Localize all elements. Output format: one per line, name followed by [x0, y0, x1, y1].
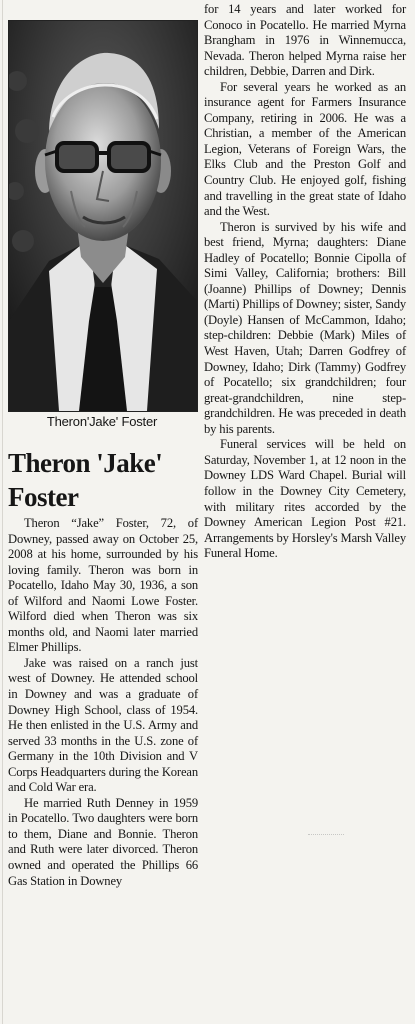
paragraph: Theron is survived by his wife and best friend, Myrna; daughters: Diane Hadley of Pocatello; Bonnie Cipolla of Simi Valley, California; brothers: Bill (Joanne) Phillips of Downey; Dennis (Marti) Phillips of Downey; sister, Sandy (Doyle) Hansen of McCammon, Idaho; step-children: Debbie (Mark) Miles of West Haven, Utah; Darren Godfrey of Downey, Idaho; Dirk (Tammy) Godfrey of Pocatello; six grandchildren; four great-grandchildren, nine step-grandchildren. He was preceded in death by his parents. [204, 219, 406, 436]
paragraph: He married Ruth Denney in 1959 in Pocatello. Two daughters were born to them, Diane and Bonnie. Theron and Ruth were later divorced. Theron owned and operated the Phillips 66 Gas Station in Downey [8, 795, 198, 888]
text-column-left [8, 516, 198, 889]
paragraph: Theron “Jake” Foster, 72, of Downey, passed away on October 25, 2008 at his home, surrounded by his loving family. Theron was born in Pocatello, Idaho May 30, 1936, a son of Wilford and Naomi Lowe Foster. Wilford died when Theron was six months old, and Naomi later married Elmer Phillips. [8, 516, 198, 655]
page-edge [2, 0, 3, 1024]
print-smudge [308, 834, 344, 841]
paragraph: for 14 years and later worked for Conoco in Pocatello. He married Myrna Brangham in 1976 in Winnemucca, Nevada. Theron helped Myrna raise her children, Debbie, Darren and Dirk. [204, 2, 406, 79]
obituary-headline: Theron 'Jake' Foster [8, 448, 163, 512]
paragraph: For several years he worked as an insurance agent for Farmers Insurance Company, retiring in 2006. He was a Christian, a member of the American Legion, Veterans of Foreign Wars, the Elks Club and the Preston Golf and Country Club. He enjoyed golf, fishing and travelling in the great state of Idaho and the West. [204, 79, 406, 219]
portrait-icon [9, 21, 197, 411]
portrait-photo [8, 20, 198, 412]
paragraph: Jake was raised on a ranch just west of Downey. He attended school in Downey and was a graduate of Downey High School, class of 1954. He then enlisted in the U.S. Army and served 33 months in the U.S. zone of Germany in the 10th Division and V Corps Headquarters during the Korean and Cold War era. [8, 655, 198, 795]
paragraph: Funeral services will be held on Saturday, November 1, at 12 noon in the Downey LDS Ward Chapel. Burial will follow in the Downey City Cemetery, with military rites accorded by the Downey American Legion Post #21. Arrangements by Horsley's Marsh Valley Funeral Home. [204, 437, 406, 561]
text-column-right [204, 2, 406, 562]
photo-caption: Theron'Jake' Foster [46, 414, 158, 429]
